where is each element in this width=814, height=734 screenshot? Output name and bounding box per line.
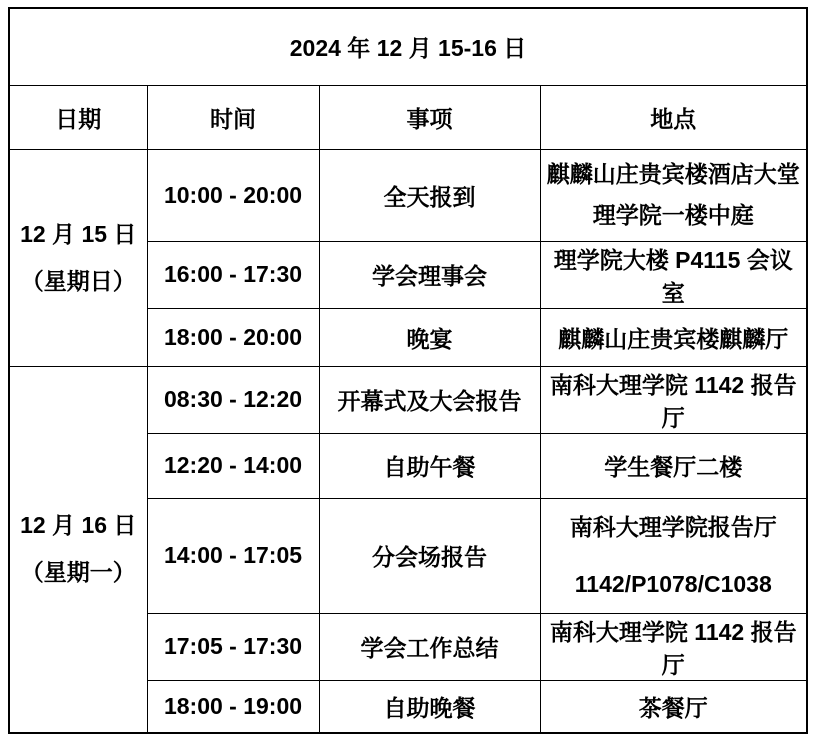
location-cell <box>540 149 807 241</box>
location-cell: 南科大理学院 1142 报告厅 <box>540 613 807 680</box>
event-cell: 自助晚餐 <box>319 680 540 733</box>
header-date: 日期 <box>9 85 147 149</box>
date-line: 12 月 16 日 <box>20 512 137 539</box>
location-cell: 理学院大楼 P4115 会议室 <box>540 241 807 308</box>
header-event: 事项 <box>319 85 540 149</box>
location-cell: 南科大理学院 1142 报告厅 <box>540 366 807 433</box>
location-line: 麒麟山庄贵宾楼酒店大堂 <box>546 161 800 187</box>
event-cell: 分会场报告 <box>319 498 540 613</box>
date-cell-dec15 <box>9 149 147 366</box>
date-line: 12 月 15 日 <box>20 220 137 247</box>
weekday-line: （星期日） <box>20 267 136 294</box>
location-line: 1142/P1078/C1038 <box>574 570 772 597</box>
time-cell: 14:00 - 17:05 <box>147 498 319 613</box>
time-cell: 10:00 - 20:00 <box>147 149 319 241</box>
time-cell: 17:05 - 17:30 <box>147 613 319 680</box>
header-location: 地点 <box>540 85 807 149</box>
event-cell: 晚宴 <box>319 308 540 366</box>
location-cell <box>540 498 807 613</box>
time-cell: 18:00 - 20:00 <box>147 308 319 366</box>
location-line: 南科大理学院报告厅 <box>569 513 777 540</box>
header-row <box>9 85 807 149</box>
event-cell: 学会工作总结 <box>319 613 540 680</box>
weekday-line: （星期一） <box>20 559 136 586</box>
header-time: 时间 <box>147 85 319 149</box>
event-cell: 自助午餐 <box>319 433 540 498</box>
location-cell: 学生餐厅二楼 <box>540 433 807 498</box>
event-cell: 学会理事会 <box>319 241 540 308</box>
location-cell: 麒麟山庄贵宾楼麒麟厅 <box>540 308 807 366</box>
location-line: 理学院一楼中庭 <box>592 202 754 228</box>
table-row <box>9 366 807 433</box>
time-cell: 16:00 - 17:30 <box>147 241 319 308</box>
location-cell: 茶餐厅 <box>540 680 807 733</box>
time-cell: 08:30 - 12:20 <box>147 366 319 433</box>
table-title: 2024 年 12 月 15-16 日 <box>9 8 807 85</box>
date-cell-dec16 <box>9 366 147 733</box>
table-row <box>9 149 807 241</box>
title-row <box>9 8 807 85</box>
event-cell: 全天报到 <box>319 149 540 241</box>
event-cell: 开幕式及大会报告 <box>319 366 540 433</box>
time-cell: 18:00 - 19:00 <box>147 680 319 733</box>
conference-schedule-table <box>8 7 808 734</box>
time-cell: 12:20 - 14:00 <box>147 433 319 498</box>
